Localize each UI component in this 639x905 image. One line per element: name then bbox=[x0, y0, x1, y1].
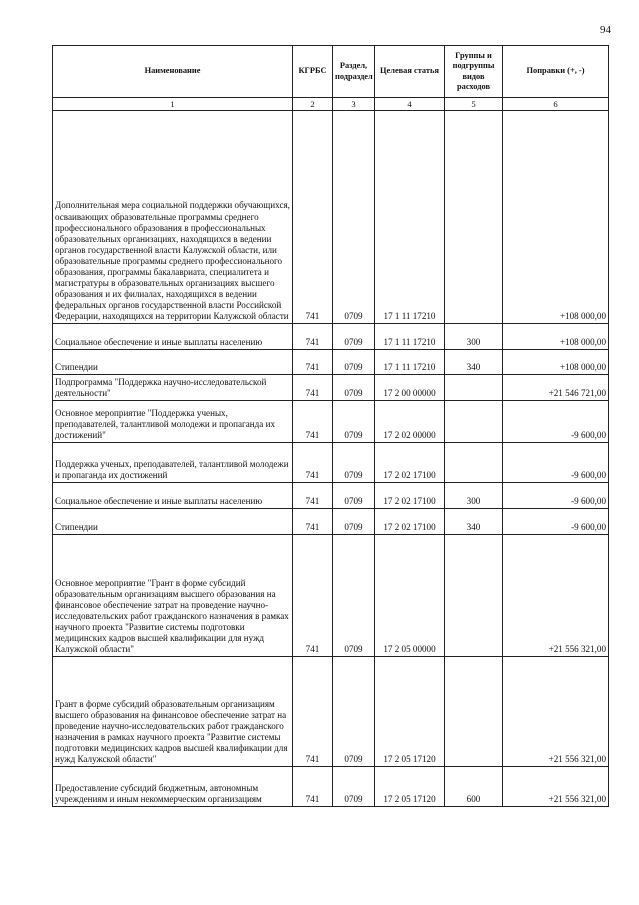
column-number: 1 bbox=[53, 98, 293, 111]
table-row bbox=[53, 111, 609, 324]
column-number: 6 bbox=[503, 98, 609, 111]
table-row bbox=[53, 657, 609, 767]
row-kgrbs: 741 bbox=[293, 111, 333, 324]
row-expense-group: 300 bbox=[445, 324, 503, 350]
row-name: Основное мероприятие "Поддержка ученых, преподавателей, талантливой молодежи и пропаганда их достижений" bbox=[53, 401, 293, 443]
row-amount: -9 600,00 bbox=[503, 443, 609, 483]
row-amount: +21 556 321,00 bbox=[503, 535, 609, 657]
column-number: 4 bbox=[375, 98, 445, 111]
header-section: Раздел, подраздел bbox=[333, 46, 375, 98]
row-target: 17 2 02 00000 bbox=[375, 401, 445, 443]
row-kgrbs: 741 bbox=[293, 535, 333, 657]
column-number-row bbox=[53, 98, 609, 111]
table-row bbox=[53, 535, 609, 657]
table-row bbox=[53, 483, 609, 509]
row-name: Подпрограмма "Поддержка научно-исследовательской деятельности" bbox=[53, 375, 293, 401]
row-kgrbs: 741 bbox=[293, 483, 333, 509]
header-amendment: Поправки (+, -) bbox=[503, 46, 609, 98]
row-expense-group bbox=[445, 535, 503, 657]
row-target: 17 1 11 17210 bbox=[375, 111, 445, 324]
table-row bbox=[53, 350, 609, 375]
row-expense-group: 340 bbox=[445, 509, 503, 535]
row-name: Поддержка ученых, преподавателей, талантливой молодежи и пропаганда их достижений bbox=[53, 443, 293, 483]
row-amount: +21 556 321,00 bbox=[503, 767, 609, 807]
row-kgrbs: 741 bbox=[293, 443, 333, 483]
row-section: 0709 bbox=[333, 401, 375, 443]
table-row bbox=[53, 767, 609, 807]
row-section: 0709 bbox=[333, 657, 375, 767]
row-kgrbs: 741 bbox=[293, 401, 333, 443]
row-expense-group bbox=[445, 443, 503, 483]
header-kgrbs: КГРБС bbox=[293, 46, 333, 98]
row-expense-group bbox=[445, 401, 503, 443]
row-name: Стипендии bbox=[53, 350, 293, 375]
table-row bbox=[53, 375, 609, 401]
row-section: 0709 bbox=[333, 767, 375, 807]
row-section: 0709 bbox=[333, 535, 375, 657]
row-kgrbs: 741 bbox=[293, 375, 333, 401]
header-expense-group: Группы и подгруппы видов расходов bbox=[445, 46, 503, 98]
row-section: 0709 bbox=[333, 509, 375, 535]
row-expense-group: 300 bbox=[445, 483, 503, 509]
budget-amendments-table bbox=[52, 45, 609, 807]
row-amount: +21 546 721,00 bbox=[503, 375, 609, 401]
table-row bbox=[53, 401, 609, 443]
row-amount: +108 000,00 bbox=[503, 324, 609, 350]
table-header-row bbox=[53, 46, 609, 98]
row-amount: -9 600,00 bbox=[503, 509, 609, 535]
row-section: 0709 bbox=[333, 324, 375, 350]
header-name: Наименование bbox=[53, 46, 293, 98]
row-target: 17 1 11 17210 bbox=[375, 324, 445, 350]
column-number: 2 bbox=[293, 98, 333, 111]
header-target: Целевая статья bbox=[375, 46, 445, 98]
row-expense-group: 600 bbox=[445, 767, 503, 807]
row-amount: -9 600,00 bbox=[503, 483, 609, 509]
row-name: Основное мероприятие "Грант в форме субсидий образовательным организациям высшего образования на финансовое обеспечение затрат на проведение научно-исследовательских работ гражданского назначения в рамках научного проекта "Развитие системы подготовки медицинских кадров высшей квалификации для нужд Калужской области" bbox=[53, 535, 293, 657]
page-number: 94 bbox=[600, 24, 611, 36]
row-target: 17 2 05 17120 bbox=[375, 657, 445, 767]
row-name: Дополнительная мера социальной поддержки обучающихся, осваивающих образовательные программы среднего профессионального образования в профессиональных образовательных организациях, находящихся в ведении органов государственной власти Калужской области, или образовательные программы среднего профессионального образования, программы бакалавриата, специалитета и магистратуры в образовательных организациях высшего образования и их филиалах, находящихся в ведении федеральных органов государственной власти Российской Федерации, находящихся на территории Калужской области bbox=[53, 111, 293, 324]
row-expense-group bbox=[445, 111, 503, 324]
row-section: 0709 bbox=[333, 483, 375, 509]
row-section: 0709 bbox=[333, 443, 375, 483]
row-amount: +108 000,00 bbox=[503, 350, 609, 375]
row-expense-group bbox=[445, 657, 503, 767]
row-target: 17 1 11 17210 bbox=[375, 350, 445, 375]
row-section: 0709 bbox=[333, 375, 375, 401]
row-section: 0709 bbox=[333, 350, 375, 375]
row-name: Грант в форме субсидий образовательным организациям высшего образования на финансовое обеспечение затрат на проведение научно-исследовательских работ гражданского назначения в рамках научного проекта "Развитие системы подготовки медицинских кадров высшей квалификации для нужд Калужской области" bbox=[53, 657, 293, 767]
row-expense-group bbox=[445, 375, 503, 401]
row-target: 17 2 05 17120 bbox=[375, 767, 445, 807]
row-name: Социальное обеспечение и иные выплаты населению bbox=[53, 324, 293, 350]
row-target: 17 2 02 17100 bbox=[375, 443, 445, 483]
row-target: 17 2 00 00000 bbox=[375, 375, 445, 401]
table-row bbox=[53, 324, 609, 350]
row-target: 17 2 05 00000 bbox=[375, 535, 445, 657]
row-name: Предоставление субсидий бюджетным, автономным учреждениям и иным некоммерческим организациям bbox=[53, 767, 293, 807]
row-kgrbs: 741 bbox=[293, 657, 333, 767]
column-number: 5 bbox=[445, 98, 503, 111]
row-section: 0709 bbox=[333, 111, 375, 324]
row-amount: -9 600,00 bbox=[503, 401, 609, 443]
row-expense-group: 340 bbox=[445, 350, 503, 375]
column-number: 3 bbox=[333, 98, 375, 111]
row-name: Социальное обеспечение и иные выплаты населению bbox=[53, 483, 293, 509]
row-target: 17 2 02 17100 bbox=[375, 483, 445, 509]
row-target: 17 2 02 17100 bbox=[375, 509, 445, 535]
row-kgrbs: 741 bbox=[293, 350, 333, 375]
row-kgrbs: 741 bbox=[293, 509, 333, 535]
row-kgrbs: 741 bbox=[293, 767, 333, 807]
row-name: Стипендии bbox=[53, 509, 293, 535]
row-amount: +108 000,00 bbox=[503, 111, 609, 324]
table-row bbox=[53, 443, 609, 483]
row-kgrbs: 741 bbox=[293, 324, 333, 350]
table-row bbox=[53, 509, 609, 535]
row-amount: +21 556 321,00 bbox=[503, 657, 609, 767]
